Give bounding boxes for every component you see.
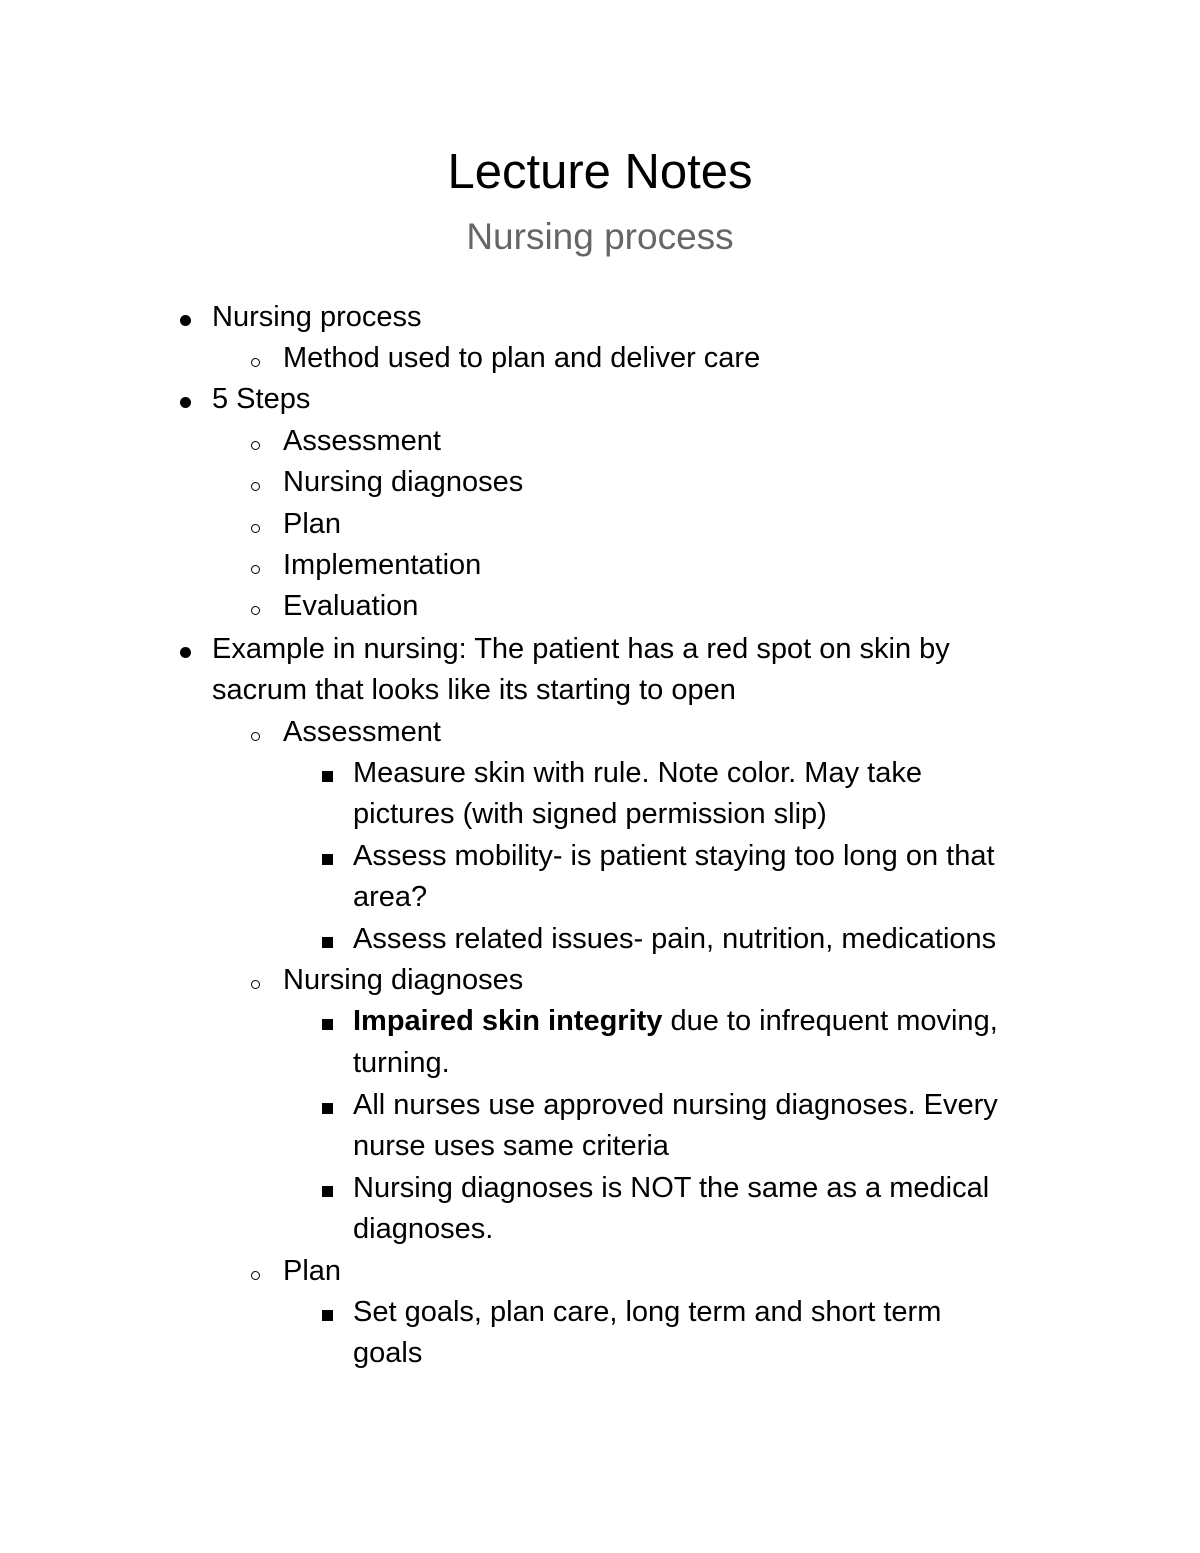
list-item-l3-continuation: diagnoses. (353, 1213, 494, 1245)
list-item-l3: Assess related issues- pain, nutrition, medications (353, 923, 997, 955)
bullet-filled-icon (180, 297, 191, 338)
bullet-hollow-icon (251, 462, 260, 503)
list-item-l3-continuation: pictures (with signed permission slip) (353, 798, 827, 830)
list-item-l3-continuation: nurse uses same criteria (353, 1130, 669, 1162)
bullet-hollow-icon (251, 545, 260, 586)
bullet-hollow-icon (251, 504, 260, 545)
list-item-l2: Nursing diagnoses (283, 466, 524, 498)
list-item-l3: Set goals, plan care, long term and short term (353, 1296, 942, 1328)
list-item-l2: Assessment (283, 425, 441, 457)
bullet-hollow-icon (251, 586, 260, 627)
bullet-square-icon (322, 919, 333, 960)
list-item-l3-continuation: turning. (353, 1047, 450, 1079)
bullet-square-icon (322, 1001, 333, 1042)
bullet-hollow-icon (251, 338, 260, 379)
list-item-l2: Nursing diagnoses (283, 964, 524, 996)
list-item-l3: All nurses use approved nursing diagnoses. Every (353, 1089, 998, 1121)
list-item-l1-continuation: sacrum that looks like its starting to open (212, 674, 736, 706)
list-item-l2: Implementation (283, 549, 482, 581)
list-item-l3 (353, 1001, 998, 1042)
list-item-l2: Evaluation (283, 590, 419, 622)
bullet-square-icon (322, 836, 333, 877)
bullet-filled-icon (180, 629, 191, 670)
bullet-hollow-icon (251, 1251, 260, 1292)
list-item-l1: Nursing process (212, 301, 422, 333)
bullet-hollow-icon (251, 421, 260, 462)
list-item-l2: Method used to plan and deliver care (283, 342, 761, 374)
list-item-l3: Measure skin with rule. Note color. May take (353, 757, 922, 789)
term-description: due to infrequent moving, (662, 1005, 998, 1037)
bullet-square-icon (322, 1168, 333, 1209)
bullet-filled-icon (180, 379, 191, 420)
bold-term: Impaired skin integrity (353, 1005, 663, 1037)
bullet-square-icon (322, 1292, 333, 1333)
bullet-hollow-icon (251, 960, 260, 1001)
bullet-hollow-icon (251, 712, 260, 753)
list-item-l2: Assessment (283, 716, 441, 748)
list-item-l1: 5 Steps (212, 383, 311, 415)
bullet-square-icon (322, 753, 333, 794)
page-subtitle: Nursing process (466, 216, 734, 257)
list-item-l3-continuation: goals (353, 1337, 423, 1369)
list-item-l1: Example in nursing: The patient has a red spot on skin by (212, 633, 950, 665)
page-title: Lecture Notes (447, 145, 753, 199)
list-item-l2: Plan (283, 508, 342, 540)
bullet-square-icon (322, 1085, 333, 1126)
list-item-l2: Plan (283, 1255, 342, 1287)
list-item-l3: Nursing diagnoses is NOT the same as a medical (353, 1172, 990, 1204)
list-item-l3-continuation: area? (353, 881, 428, 913)
list-item-l3: Assess mobility- is patient staying too long on that (353, 840, 995, 872)
